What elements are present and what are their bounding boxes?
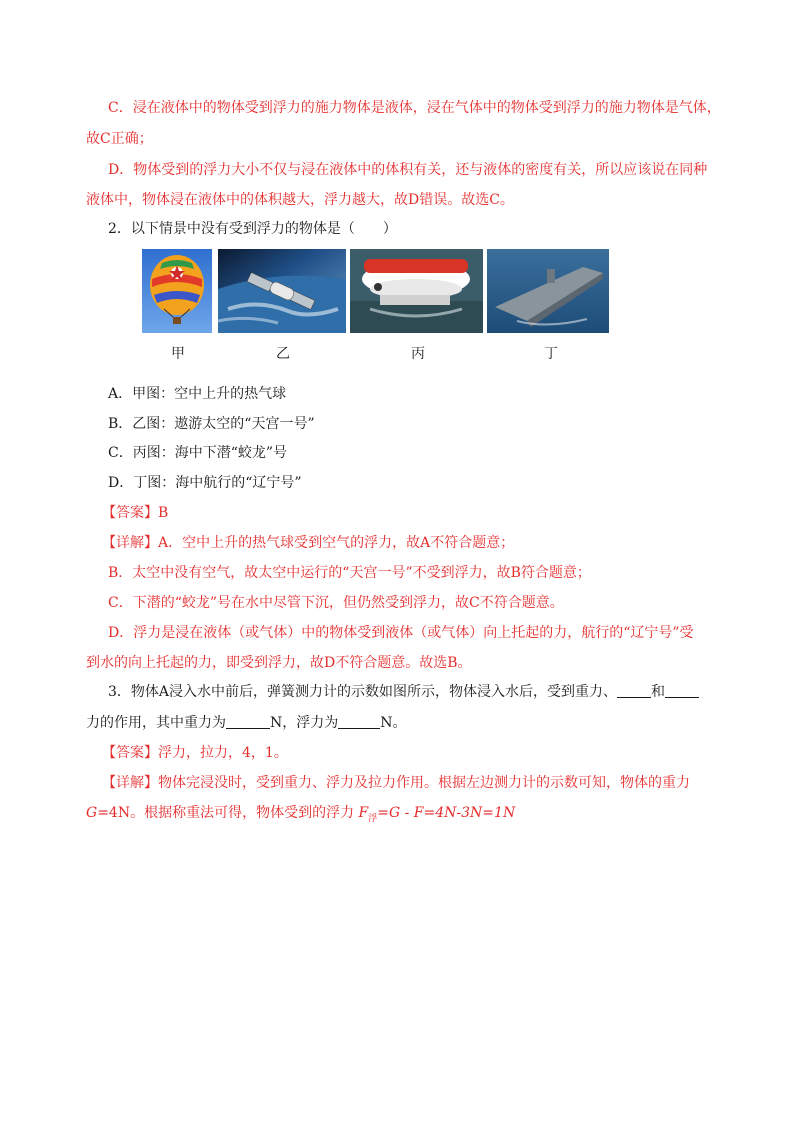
question-3-stem-line1 — [108, 682, 714, 702]
hot-air-balloon-image — [142, 249, 212, 333]
detail-text: A．空中上升的热气球受到空气的浮力，故A不符合题意； — [158, 535, 515, 551]
blank-1 — [617, 683, 651, 698]
question-2-detail-4b: 到水的向上托起的力，即受到浮力，故D不符合题意。故选B。 — [86, 655, 472, 671]
stem-text-b2: N，浮力为 — [270, 715, 339, 731]
option-c: C．丙图：海中下潜“蛟龙”号 — [108, 445, 288, 461]
detail-2-text: =4N。根据称重法可得，物体受到的浮力 — [97, 805, 355, 821]
answer-label: 【答案】 — [102, 505, 158, 521]
question-2-detail-4a: D．浮力是浸在液体（或气体）中的物体受到液体（或气体）向上托起的力，航行的“辽宁号”受 — [108, 625, 694, 641]
tiangong-space-station-image — [218, 249, 346, 333]
stem-text-a: 3．物体A浸入水中前后，弹簧测力计的示数如图所示，物体浸入水后，受到重力、 — [108, 684, 618, 700]
blank-4 — [338, 714, 380, 729]
image-caption-ding: 丁 — [544, 346, 558, 362]
symbol-f: F — [358, 805, 369, 821]
stem-text-b1: 力的作用，其中重力为 — [86, 715, 226, 731]
answer-value: B — [158, 505, 169, 521]
liaoning-carrier-image — [487, 249, 609, 333]
option-b: B．乙图：遨游太空的“天宫一号” — [108, 416, 315, 432]
option-c-explanation-line1: C．浸在液体中的物体受到浮力的施力物体是液体，浸在气体中的物体受到浮力的施力物体是气体， — [108, 100, 721, 116]
answer-label: 【答案】 — [102, 745, 158, 761]
question-3-detail-2 — [86, 803, 714, 829]
question-2-detail-3: C．下潜的“蛟龙”号在水中尽管下沉，但仍然受到浮力，故C不符合题意。 — [108, 595, 564, 611]
question-2-detail-1 — [102, 533, 714, 553]
image-caption-yi: 乙 — [276, 346, 290, 362]
question-3-detail-1 — [102, 773, 714, 793]
question-2-answer — [102, 503, 714, 523]
image-caption-jia: 甲 — [171, 346, 185, 362]
stem-and: 和 — [651, 684, 666, 700]
option-d: D．丁图：海中航行的“辽宁号” — [108, 475, 302, 491]
detail-text: 物体完浸没时，受到重力、浮力及拉力作用。根据左边测力计的示数可知，物体的重力 — [158, 775, 690, 791]
image-caption-bing: 丙 — [411, 346, 425, 362]
question-2-detail-2: B．太空中没有空气，故太空中运行的“天宫一号”不受到浮力，故B符合题意； — [108, 565, 591, 581]
blank-3 — [226, 714, 270, 729]
formula: =G - F=4N-3N=1N — [377, 805, 516, 821]
option-d-explanation-line2: 液体中，物体浸在液体中的体积越大，浮力越大，故D错误。故选C。 — [86, 192, 514, 208]
symbol-g: G — [86, 805, 98, 821]
question-2-stem: 2．以下情景中没有受到浮力的物体是（ ） — [108, 221, 397, 237]
option-d-explanation-line1: D．物体受到的浮力大小不仅与浸在液体中的体积有关，还与液体的密度有关，所以应该说在同种 — [108, 162, 708, 178]
blank-2 — [665, 683, 699, 698]
option-a: A．甲图：空中上升的热气球 — [108, 386, 287, 402]
detail-label: 【详解】 — [102, 775, 158, 791]
stem-text-b3: N。 — [380, 715, 407, 731]
detail-label: 【详解】 — [102, 535, 158, 551]
subscript-fu: 浮 — [368, 813, 378, 824]
question-3-stem-line2 — [86, 713, 714, 733]
jiaolong-submersible-image — [350, 249, 483, 333]
question-3-answer — [102, 743, 714, 763]
option-c-explanation-line2: 故C正确； — [86, 131, 153, 147]
answer-value: 浮力，拉力，4，1。 — [158, 745, 288, 761]
